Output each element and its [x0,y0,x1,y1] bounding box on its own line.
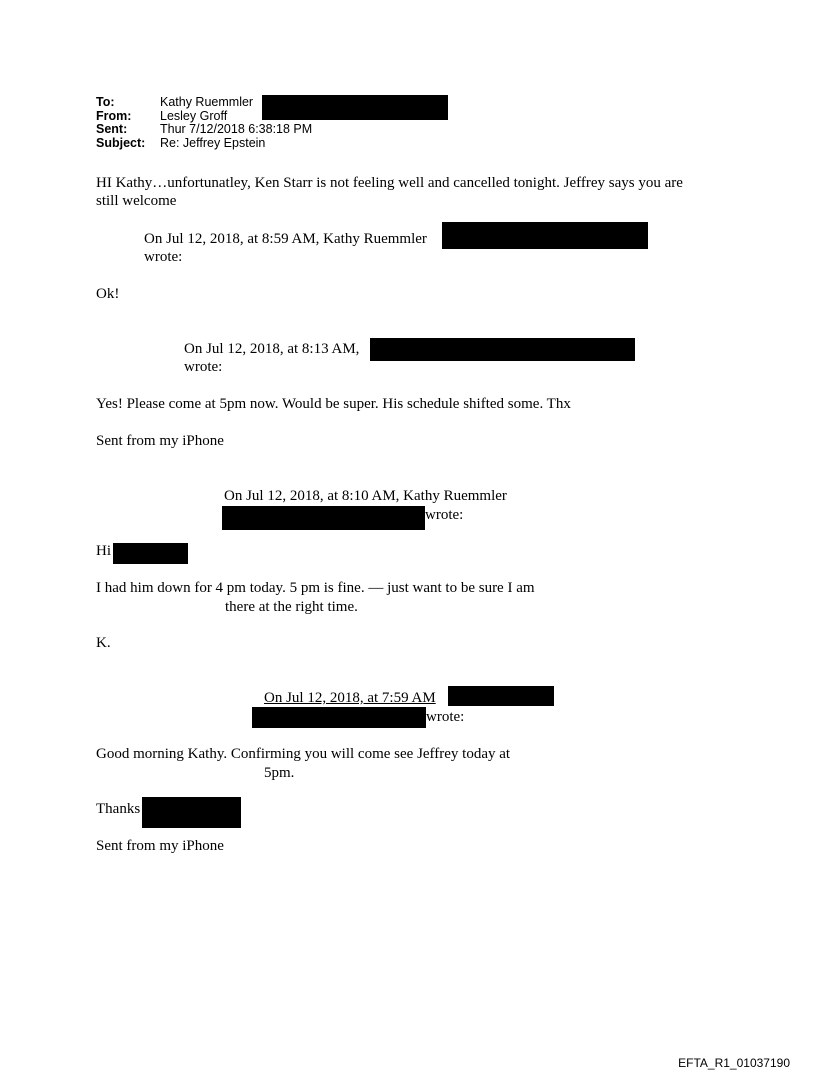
redaction-box [222,506,425,530]
subject-value: Re: Jeffrey Epstein [160,135,266,150]
sent-label: Sent: [96,122,128,136]
redaction-box [448,686,554,706]
to-value: Kathy Ruemmler [160,95,254,109]
redaction-box [142,797,241,828]
message-5-line-1: Good morning Kathy. Confirming you will come see Jeffrey today at [96,746,511,762]
to-label: To: [96,95,115,109]
quote-3-wrote: wrote: [425,507,464,523]
message-3: Yes! Please come at 5pm now. Would be super. His schedule shifted some. Thx [96,396,571,412]
document-id: EFTA_R1_01037190 [678,1056,790,1070]
from-label: From: [96,108,132,123]
message-4-line-1: I had him down for 4 pm today. 5 pm is fine. — just want to be sure I am [96,580,535,596]
message-4-line-2: there at the right time. [225,599,358,615]
message-4-greeting: Hi [96,543,111,559]
message-1-line-1: HI Kathy…unfortunatley, Ken Starr is not feeling well and cancelled tonight. Jeffrey says you are [96,175,683,191]
redaction-box [262,95,448,120]
redaction-box [252,707,426,728]
sent-row [96,123,312,137]
message-4-signoff: K. [96,635,111,651]
signature-2: Sent from my iPhone [96,838,224,854]
quote-1-attribution: On Jul 12, 2018, at 8:59 AM, Kathy Ruemmler [144,231,427,247]
quote-4-wrote: wrote: [426,709,465,725]
subject-label: Subject: [96,135,146,150]
sent-value: Thur 7/12/2018 6:38:18 PM [160,122,313,136]
signature-1: Sent from my iPhone [96,433,224,449]
message-1-line-2: still welcome [96,193,177,209]
from-value: Lesley Groff [160,108,228,123]
quote-2-wrote: wrote: [184,359,223,375]
quote-1-wrote: wrote: [144,249,183,265]
quote-4-attribution: On Jul 12, 2018, at 7:59 AM [264,690,436,706]
message-2: Ok! [96,286,120,302]
redaction-box [113,543,188,564]
redaction-box [370,338,635,361]
message-5-thanks: Thanks [96,801,141,817]
subject-row [96,137,312,151]
quote-3-attribution: On Jul 12, 2018, at 8:10 AM, Kathy Ruemmler [224,488,507,504]
message-5-line-2: 5pm. [264,765,295,781]
quote-2-attribution: On Jul 12, 2018, at 8:13 AM, [184,341,360,357]
redaction-box [442,222,648,249]
